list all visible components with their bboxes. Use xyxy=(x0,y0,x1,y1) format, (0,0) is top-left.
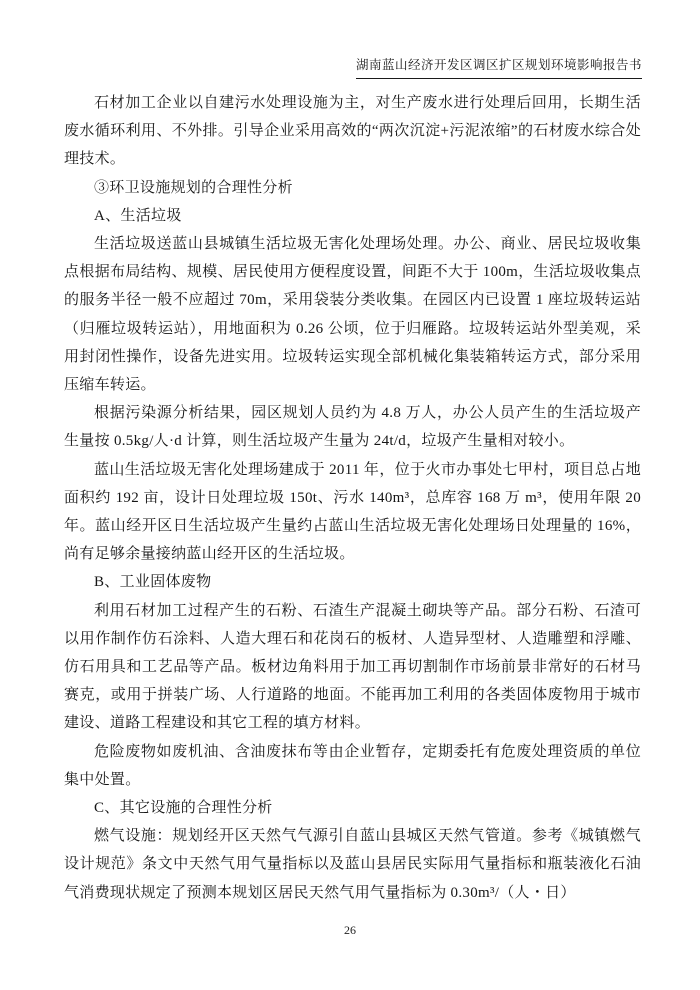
page-header xyxy=(60,55,642,79)
paragraph: 燃气设施：规划经开区天然气气源引自蓝山县城区天然气管道。参考《城镇燃气设计规范》条文中天然气用气量指标以及蓝山县居民实际用气量指标和瓶装液化石油气消费现状规定了预测本规划区居民天然气用气量指标为 0.30m³/（人・日） xyxy=(64,828,641,901)
page-number: 26 xyxy=(344,923,356,937)
paragraph: 危险废物如废机油、含油废抹布等由企业暂存，定期委托有危废处理资质的单位集中处置。 xyxy=(64,743,641,788)
paragraph: 生活垃圾送蓝山县城镇生活垃圾无害化处理场处理。办公、商业、居民垃圾收集点根据布局结构、规模、居民使用方便程度设置，间距不大于 100m，生活垃圾收集点的服务半径一般不应超过 70m，采用袋装分类收集。在园区内已设置 1 座垃圾转运站（归雁垃圾转运站），用地面积为 0.26 公顷，位于归雁路。垃圾转运站外型美观，采用封闭性操作，设备先进实用。垃圾转运实现全部机械化集装箱转运方式，部分采用压缩车转运。 xyxy=(64,236,641,394)
header-title: 湖南蓝山经济开发区调区扩区规划环境影响报告书 xyxy=(356,55,642,79)
section-heading: B、工业固体废物 xyxy=(94,574,212,591)
section-heading: C、其它设施的合理性分析 xyxy=(94,800,273,817)
document-body xyxy=(64,89,641,907)
paragraph: 利用石材加工过程产生的石粉、石渣生产混凝土砌块等产品。部分石粉、石渣可以用作制作仿石涂料、人造大理石和花岗石的板材、人造异型材、人造雕塑和浮雕、仿石用具和工艺品等产品。板材边角料用于加工再切割制作市场前景非常好的石材马赛克，或用于拼装广场、人行道路的地面。不能再加工利用的各类固体废物用于城市建设、道路工程建设和其它工程的填方材料。 xyxy=(64,602,641,732)
page-footer xyxy=(0,923,700,938)
paragraph: 根据污染源分析结果，园区规划人员约为 4.8 万人，办公人员产生的生活垃圾产生量按 0.5kg/人·d 计算，则生活垃圾产生量为 24t/d，垃圾产生量相对较小。 xyxy=(64,405,641,450)
section-heading: ③环卫设施规划的合理性分析 xyxy=(94,179,293,196)
section-heading: A、生活垃圾 xyxy=(94,207,182,224)
paragraph: 蓝山生活垃圾无害化处理场建成于 2011 年，位于火市办事处七甲村，项目总占地面积约 192 亩，设计日处理垃圾 150t、污水 140m³，总库容 168 万 m³，使用年限 20 年。蓝山经开区日生活垃圾产生量约占蓝山生活垃圾无害化处理场日处理量的 16%，尚有足够余量接纳蓝山经开区的生活垃圾。 xyxy=(64,461,641,563)
paragraph: 石材加工企业以自建污水处理设施为主，对生产废水进行处理后回用，长期生活废水循环利用、不外排。引导企业采用高效的“两次沉淀+污泥浓缩”的石材废水综合处理技术。 xyxy=(64,95,641,168)
